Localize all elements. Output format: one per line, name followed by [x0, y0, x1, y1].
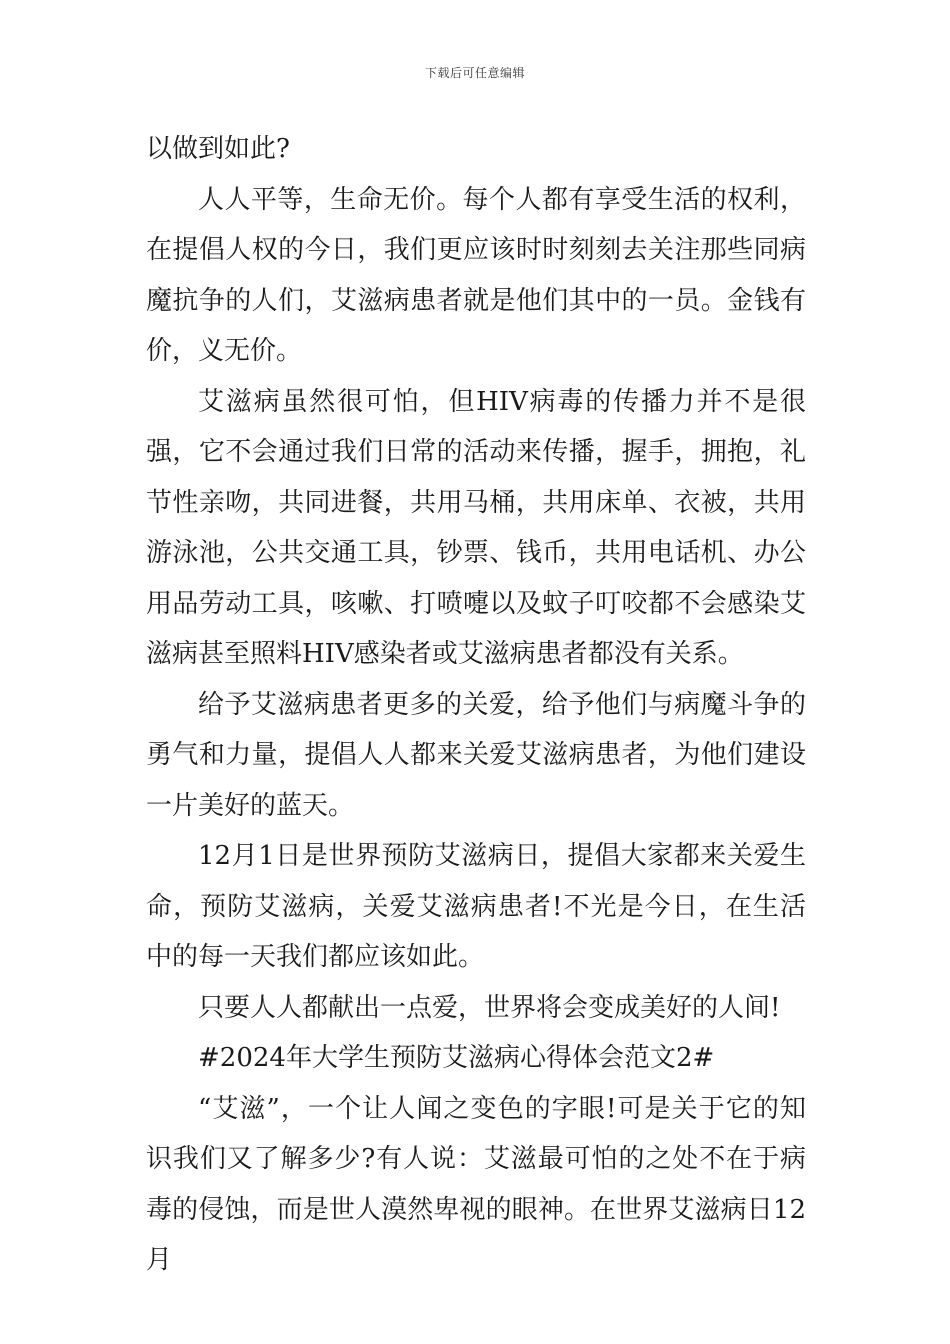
- paragraph-6: 只要人人都献出一点爱，世界将会变成美好的人间!: [198, 992, 781, 1023]
- paragraph-4: 给予艾滋病患者更多的关爱，给予他们与病魔斗争的勇气和力量，提倡人人都来关爱艾滋病患者，为他们建设一片美好的蓝天。: [146, 689, 806, 821]
- paragraph-2: 人人平等，生命无价。每个人都有享受生活的权利，在提倡人权的今日，我们更应该时时刻刻去关注那些同病魔抗争的人们，艾滋病患者就是他们其中的一员。金钱有价，义无价。: [146, 184, 806, 366]
- paragraph-3: 艾滋病虽然很可怕，但HIV病毒的传播力并不是很强，它不会通过我们日常的活动来传播，握手，拥抱，礼节性亲吻，共同进餐，共用马桶，共用床单、衣被，共用游泳池，公共交通工具，钞票、钱币，共用电话机、办公用品劳动工具，咳嗽、打喷嚏以及蚊子叮咬都不会感染艾滋病甚至照料HIV感染者或艾滋病患者都没有关系。: [146, 386, 806, 669]
- page-header: 下载后可任意编辑: [424, 66, 525, 80]
- paragraph-5: 12月1日是世界预防艾滋病日，提倡大家都来关爱生命，预防艾滋病，关爱艾滋病患者!不光是今日，在生活中的每一天我们都应该如此。: [146, 841, 806, 972]
- paragraph-7: “艾滋”，一个让人闻之变色的字眼!可是关于它的知识我们又了解多少?有人说：艾滋最可怕的之处不在于病毒的侵蚀，而是世人漠然卑视的眼神。在世界艾滋病日12月: [146, 1093, 806, 1275]
- document-body: [146, 124, 806, 1286]
- paragraph-1: 以做到如此?: [146, 134, 290, 164]
- section-heading: #2024年大学生预防艾滋病心得体会范文2#: [198, 1043, 715, 1073]
